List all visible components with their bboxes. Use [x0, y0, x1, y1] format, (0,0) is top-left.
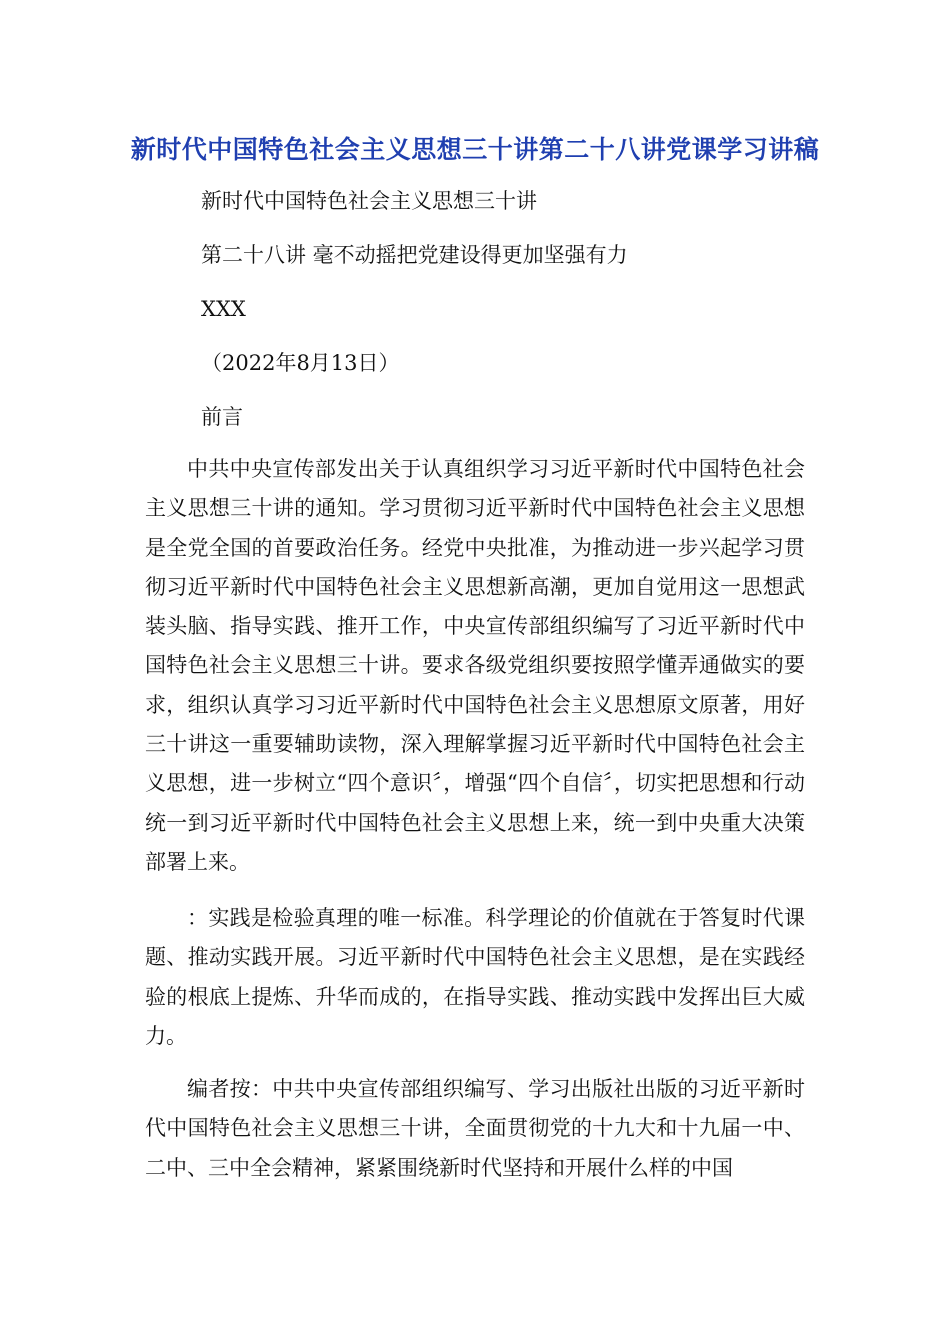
- document-title: 新时代中国特色社会主义思想三十讲第二十八讲党课学习讲稿: [130, 135, 820, 164]
- lecture-heading: 第二十八讲 毫不动摇把党建设得更加坚强有力: [201, 243, 628, 267]
- paragraph-practice: ：实践是检验真理的唯一标准。科学理论的价值就在于答复时代课题、推动实践开展。习近平新时代中国特色社会主义思想，是在实践经验的根底上提炼、升华而成的，在指导实践、推动实践中发挥出巨大威力。: [145, 906, 805, 1048]
- paragraph-editor-note: 编者按：中共中央宣传部组织编写、学习出版社出版的习近平新时代中国特色社会主义思想三十讲，全面贯彻党的十九大和十九届一中、二中、三中全会精神，紧紧围绕新时代坚持和开展什么样的中国: [145, 1077, 805, 1180]
- paragraph-intro: 中共中央宣传部发出关于认真组织学习习近平新时代中国特色社会主义思想三十讲的通知。学习贯彻习近平新时代中国特色社会主义思想是全党全国的首要政治任务。经党中央批准，为推动进一步兴起学习贯彻习近平新时代中国特色社会主义思想新高潮，更加自觉用这一思想武装头脑、指导实践、推开工作，中央宣传部组织编写了习近平新时代中国特色社会主义思想三十讲。要求各级党组织要按照学懂弄通做实的要求，组织认真学习习近平新时代中国特色社会主义思想原文原著，用好三十讲这一重要辅助读物，深入理解掌握习近平新时代中国特色社会主义思想，进一步树立“四个意识〞，增强“四个自信〞，切实把思想和行动统一到习近平新时代中国特色社会主义思想上来，统一到中央重大决策部署上来。: [145, 457, 805, 874]
- preface-heading: 前言: [201, 405, 243, 429]
- lecture-date: （2022年8月13日）: [201, 351, 400, 375]
- author-name: XXX: [201, 297, 246, 321]
- document-subtitle: 新时代中国特色社会主义思想三十讲: [201, 189, 537, 213]
